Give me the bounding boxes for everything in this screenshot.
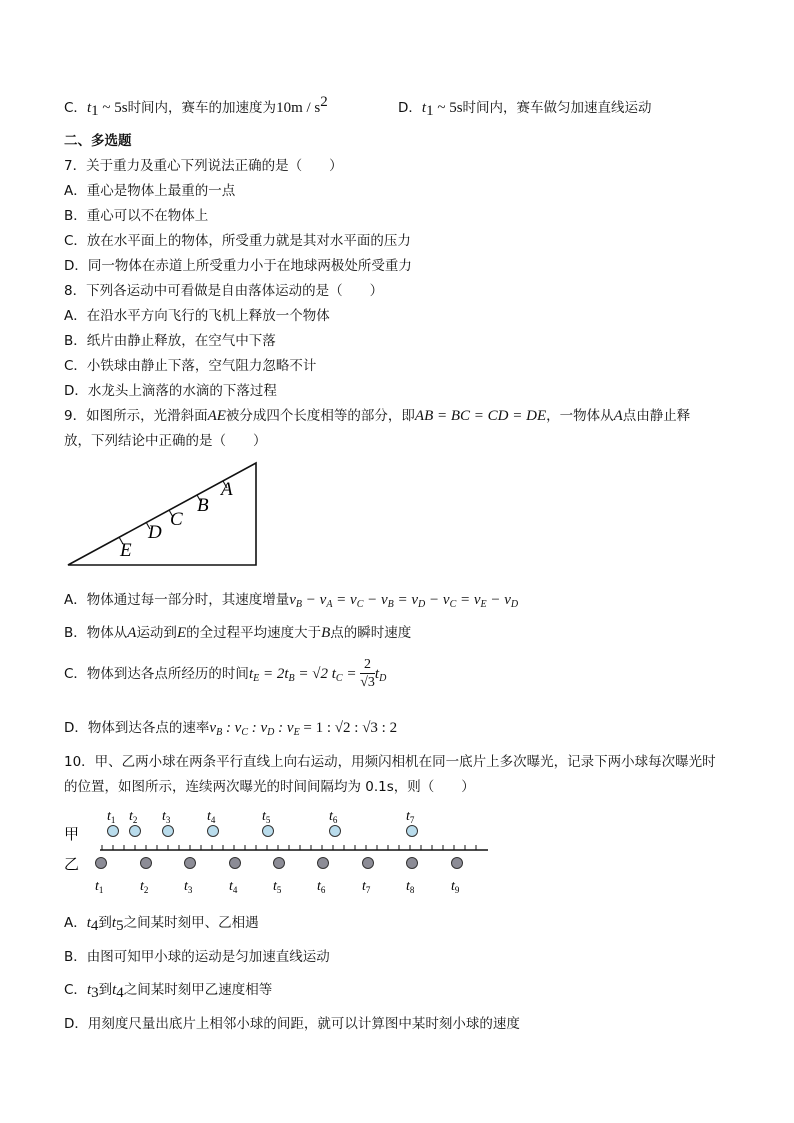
ball bbox=[108, 826, 119, 837]
option-text: 时间内，赛车做匀加速直线运动 bbox=[462, 100, 652, 116]
velocity-increment-equation: $v_B - v_A = v_C - v_B = v_D - v_C = v_E - v_D$ bbox=[289, 592, 519, 610]
var-t: t bbox=[111, 915, 117, 931]
incline-figure bbox=[64, 455, 264, 571]
subscript: 1 bbox=[426, 103, 434, 119]
time-label: $t_4$ bbox=[207, 809, 216, 825]
q8-option-c: C．小铁球由静止下落，空气阻力忽略不计 bbox=[64, 358, 317, 374]
q8-option-b: B．纸片由静止释放，在空气中下落 bbox=[64, 333, 276, 349]
option-text: A．物体通过每一部分时，其速度增量 bbox=[64, 592, 290, 608]
q9-option-c bbox=[64, 656, 386, 692]
option-text: 到 bbox=[98, 982, 113, 998]
time-label: $t_3$ bbox=[184, 879, 193, 895]
yi-balls bbox=[95, 858, 463, 896]
time-label: $t_2$ bbox=[140, 879, 149, 895]
label-d: D bbox=[148, 522, 162, 543]
time-label: $t_7$ bbox=[406, 809, 415, 825]
fraction-numerator: 2 bbox=[360, 657, 375, 674]
stem-text: 9．如图所示，光滑斜面 bbox=[64, 408, 208, 424]
option-text: 点的瞬时速度 bbox=[330, 625, 412, 641]
option-label: C． bbox=[64, 982, 87, 998]
q8-option-d: D．水龙头上滴落的水滴的下落过程 bbox=[64, 383, 277, 399]
subscript: 4 bbox=[116, 985, 124, 1001]
equal-segments: AB = BC = CD = DE bbox=[414, 408, 547, 424]
label-b: B bbox=[197, 495, 209, 516]
subscript: 3 bbox=[91, 985, 99, 1001]
option-text: C．物体到达各点所经历的时间 bbox=[64, 666, 249, 682]
ball bbox=[318, 858, 329, 869]
var-t: t bbox=[86, 100, 92, 116]
var-t: t bbox=[86, 915, 91, 931]
option-text: D．物体到达各点的速率 bbox=[64, 720, 210, 736]
stem-text: ，一物体从 bbox=[546, 408, 614, 424]
time-label: $t_7$ bbox=[362, 879, 371, 895]
time-label: $t_2$ bbox=[129, 809, 138, 825]
fraction bbox=[360, 657, 375, 692]
q10-option-c bbox=[64, 981, 272, 999]
q7-stem: 7．关于重力及重心下列说法正确的是（ ） bbox=[64, 158, 343, 174]
ball bbox=[407, 858, 418, 869]
q7-option-d: D．同一物体在赤道上所受重力小于在地球两极处所受重力 bbox=[64, 258, 412, 274]
time-label: $t_1$ bbox=[107, 809, 116, 825]
point-a: A bbox=[127, 625, 137, 641]
ball bbox=[230, 858, 241, 869]
time-td: $t_D$ bbox=[374, 666, 387, 684]
label-c: C bbox=[170, 509, 183, 530]
ball bbox=[407, 826, 418, 837]
time-label: $t_4$ bbox=[229, 879, 238, 895]
exponent: 2 bbox=[320, 94, 328, 110]
q9-option-b bbox=[64, 624, 411, 642]
option-label: D． bbox=[398, 100, 422, 116]
point-b: B bbox=[321, 625, 331, 641]
q7-option-a: A．重心是物体上最重的一点 bbox=[64, 183, 236, 199]
label-jia: 甲 bbox=[64, 827, 80, 843]
label-e: E bbox=[120, 540, 132, 561]
ball bbox=[141, 858, 152, 869]
ball bbox=[363, 858, 374, 869]
stem-text: 被分成四个长度相等的部分，即 bbox=[225, 408, 415, 424]
strobe-figure bbox=[60, 800, 500, 900]
option-label: C． bbox=[64, 100, 87, 116]
var-t: t bbox=[421, 100, 427, 116]
time-equation: $t_E = 2t_B = √2$ $t_C$ = bbox=[248, 666, 361, 684]
section-title: 二、多选题 bbox=[64, 133, 132, 149]
ball bbox=[163, 826, 174, 837]
label-a: A bbox=[221, 479, 233, 500]
q6-option-d bbox=[398, 99, 652, 117]
var-t: t bbox=[86, 982, 92, 998]
ball bbox=[96, 858, 107, 869]
subscript: 5 bbox=[116, 918, 124, 934]
time-label: $t_6$ bbox=[329, 809, 338, 825]
q10-option-a bbox=[64, 914, 259, 932]
option-text: 之间某时刻甲、乙相遇 bbox=[123, 915, 259, 931]
q9-option-a bbox=[64, 591, 518, 609]
ball bbox=[185, 858, 196, 869]
q7-option-b: B．重心可以不在物体上 bbox=[64, 208, 209, 224]
segment-ae: AE bbox=[207, 408, 226, 424]
option-label: A． bbox=[64, 915, 87, 931]
fraction-denominator: √3 bbox=[360, 674, 375, 690]
option-text: 的全过程平均速度大于 bbox=[186, 625, 322, 641]
q9-stem-line1 bbox=[64, 407, 690, 425]
option-text: 之间某时刻甲乙速度相等 bbox=[123, 982, 273, 998]
q6-option-c bbox=[64, 94, 328, 119]
label-yi: 乙 bbox=[64, 857, 80, 873]
q10-stem-line1: 10．甲、乙两小球在两条平行直线上向右运动，用频闪相机在同一底片上多次曝光，记录下两小球每次曝光时 bbox=[64, 754, 716, 770]
time-range: ~ 5s bbox=[98, 100, 128, 116]
option-text: B．物体从 bbox=[64, 625, 128, 641]
point-a: A bbox=[613, 408, 623, 424]
var-t: t bbox=[112, 982, 117, 998]
q8-stem: 8．下列各运动中可看做是自由落体运动的是（ ） bbox=[64, 283, 384, 299]
ball bbox=[263, 826, 274, 837]
ball bbox=[208, 826, 219, 837]
jia-balls bbox=[107, 809, 418, 837]
option-text: 到 bbox=[98, 915, 112, 931]
q10-option-b: B．由图可知甲小球的运动是匀加速直线运动 bbox=[64, 949, 330, 965]
ball bbox=[274, 858, 285, 869]
speed-ratio-lhs: $v_B$ : $v_C$ : $v_D$ : $v_E$ bbox=[209, 720, 300, 738]
time-label: $t_5$ bbox=[273, 879, 282, 895]
q9-stem-line2: 放，下列结论中正确的是（ ） bbox=[64, 433, 267, 449]
ball bbox=[130, 826, 141, 837]
acceleration-value: 10m / s bbox=[276, 100, 321, 116]
q10-stem-line2: 的位置，如图所示，连续两次曝光的时间间隔均为 0.1s，则（ ） bbox=[64, 779, 475, 795]
point-e: E bbox=[176, 625, 187, 641]
time-label: $t_5$ bbox=[262, 809, 271, 825]
speed-ratio-rhs: = 1 : √2 : √3 : 2 bbox=[303, 720, 398, 736]
time-label: $t_3$ bbox=[162, 809, 171, 825]
time-label: $t_6$ bbox=[317, 879, 326, 895]
q10-option-d: D．用刻度尺量出底片上相邻小球的间距，就可以计算图中某时刻小球的速度 bbox=[64, 1016, 520, 1032]
stem-text: 点由静止释 bbox=[622, 408, 691, 424]
time-label: $t_9$ bbox=[451, 879, 460, 895]
q8-option-a: A．在沿水平方向飞行的飞机上释放一个物体 bbox=[64, 308, 330, 324]
subscript: 1 bbox=[91, 103, 99, 119]
q7-option-c: C．放在水平面上的物体，所受重力就是其对水平面的压力 bbox=[64, 233, 411, 249]
ball bbox=[452, 858, 463, 869]
q9-option-d bbox=[64, 719, 397, 737]
ruler-ticks bbox=[102, 845, 476, 850]
subscript: 4 bbox=[90, 918, 99, 934]
time-label: $t_8$ bbox=[406, 879, 415, 895]
time-label: $t_1$ bbox=[95, 879, 104, 895]
ball bbox=[330, 826, 341, 837]
option-text: 运动到 bbox=[136, 625, 177, 641]
option-text: 时间内，赛车的加速度为 bbox=[127, 100, 277, 116]
time-range: ~ 5s bbox=[433, 100, 463, 116]
